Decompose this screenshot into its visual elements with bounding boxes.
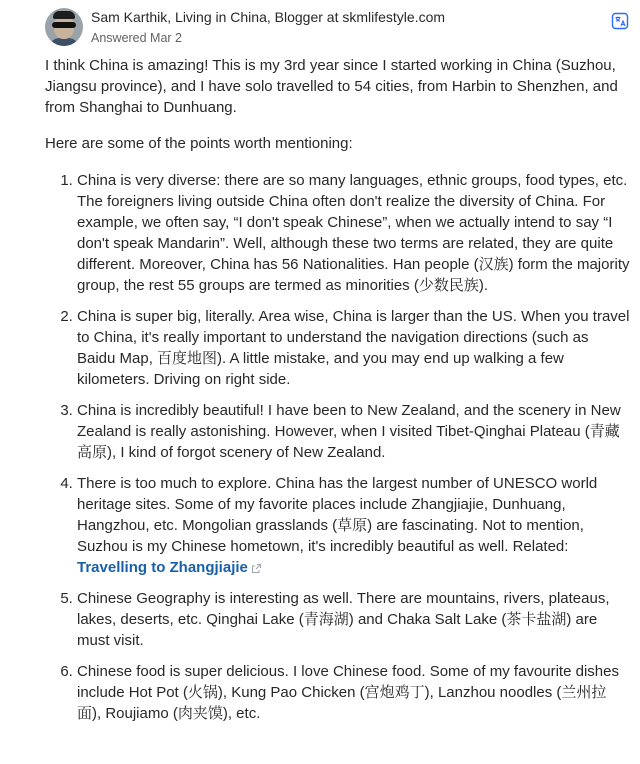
points-list bbox=[45, 170, 630, 724]
author-avatar[interactable] bbox=[45, 8, 83, 46]
translate-icon bbox=[611, 12, 629, 30]
list-item: 5. Chinese Geography is interesting as well. There are mountains, rivers, plateaus, lakes, deserts, etc. Qinghai Lake (青海湖) and Chaka Salt Lake (茶卡盐湖) are must visit. bbox=[77, 588, 630, 651]
intro-paragraph: I think China is amazing! This is my 3rd year since I started working in China (Suzhou, Jiangsu province), and I have solo travelled to 54 cities, from Harbin to Shenzhen, and from Shanghai to Dunhuang. bbox=[45, 57, 618, 116]
list-item: 4. There is too much to explore. China has the largest number of UNESCO world heritage sites. Some of my favorite places include Zhangjiajie, Dunhuang, Hangzhou, etc. Mongolian grasslands (草原) are fascinating. Not to mention, Suzhou is my Chinese hometown, it's incredibly beautiful as well. Related: Travelling to Zhangjiajie bbox=[77, 473, 630, 578]
lead-paragraph: Here are some of the points worth mentioning: bbox=[45, 135, 353, 152]
list-item: 1. China is very diverse: there are so many languages, ethnic groups, food types, etc. The foreigners living outside China often don't realize the diversity of China. For example, we often say, “I don't speak Chinese”, when we actually intend to say “I don't speak Mandarin”. Well, although these two terms are related, they are quite different. Moreover, China has 56 Nationalities. Han people (汉族) form the majority group, the rest 55 groups are termed as minorities (少数民族). bbox=[77, 170, 630, 296]
list-item: 2. China is super big, literally. Area wise, China is larger than the US. When you travel to China, it's really important to understand the navigation directions (such as Baidu Map, 百度地图). A little mistake, and you may end up walking a few kilometers. Driving on right side. bbox=[77, 306, 630, 390]
answer-body bbox=[45, 55, 630, 734]
translate-button[interactable] bbox=[609, 10, 631, 32]
answered-date[interactable]: Answered Mar 2 bbox=[91, 31, 183, 45]
external-link-icon bbox=[251, 563, 262, 574]
related-link[interactable]: Travelling to Zhangjiajie bbox=[77, 559, 248, 576]
author-credential[interactable]: Sam Karthik, Living in China, Blogger at skmlifestyle.com bbox=[91, 9, 446, 25]
answer-header bbox=[45, 6, 635, 46]
list-item: 3. China is incredibly beautiful! I have been to New Zealand, and the scenery in New Zealand is really astonishing. However, when I visited Tibet-Qinghai Plateau (青藏高原), I kind of forgot scenery of New Zealand. bbox=[77, 400, 630, 463]
list-item: 6. Chinese food is super delicious. I love Chinese food. Some of my favourite dishes include Hot Pot (火锅), Kung Pao Chicken (宫炮鸡丁), Lanzhou noodles (兰州拉面), Roujiamo (肉夹馍), etc. bbox=[77, 661, 630, 724]
